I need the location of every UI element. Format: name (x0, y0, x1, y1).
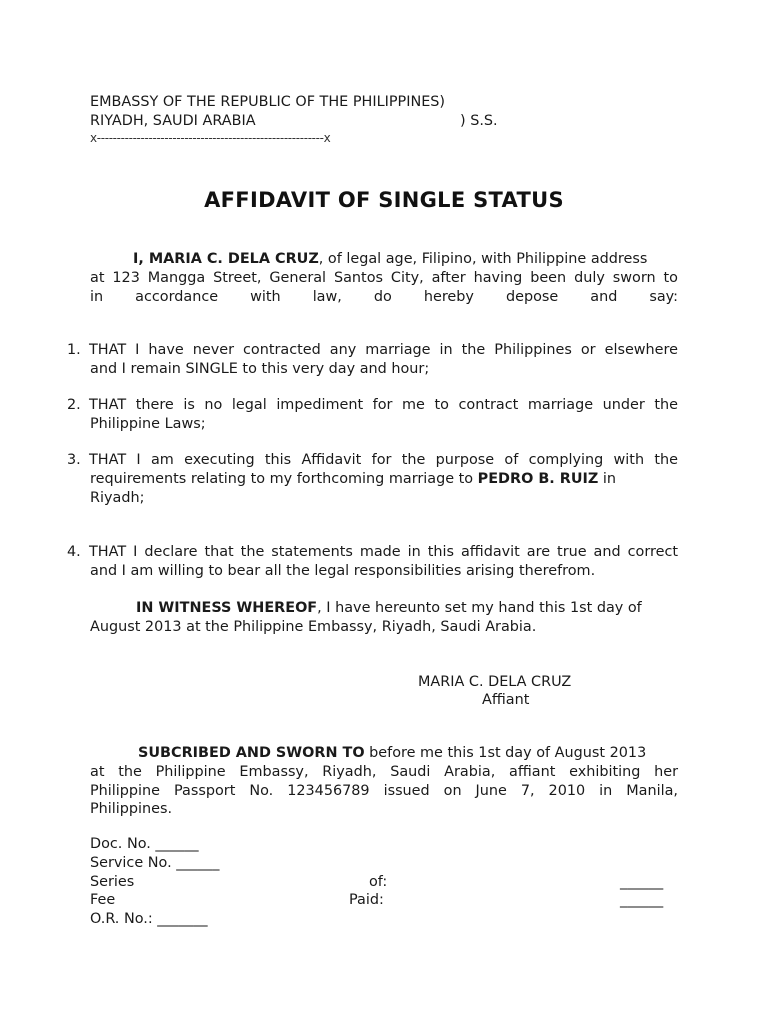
doc-number: Doc. No. ______ (90, 836, 199, 852)
document-title: AFFIDAVIT OF SINGLE STATUS (204, 188, 564, 212)
item-4-line-1: THAT I declare that the statements made in this affidavit are true and correct (89, 544, 678, 560)
or-number: O.R. No.: _______ (90, 911, 208, 927)
venue-country: EMBASSY OF THE REPUBLIC OF THE PHILIPPINES) (90, 94, 446, 110)
intro-line-1: I, MARIA C. DELA CRUZ, of legal age, Filipino, with Philippine address (133, 251, 648, 267)
fiance-name: PEDRO B. RUIZ (477, 471, 599, 487)
item-3-number: 3. (67, 452, 81, 468)
item-1-line-1: THAT I have never contracted any marriage in the Philippines or elsewhere (89, 342, 678, 358)
affiant-name-intro: I, MARIA C. DELA CRUZ (133, 251, 319, 267)
service-number: Service No. ______ (90, 855, 220, 871)
item-1-line-2: and I remain SINGLE to this very day and hour; (90, 361, 430, 377)
fee-blank: ______ (620, 892, 664, 908)
jurat-line-3: Philippine Passport No. 123456789 issued on June 7, 2010 in Manila, (90, 783, 678, 799)
jurat-lead: SUBCRIBED AND SWORN TO (138, 745, 365, 761)
affiant-role: Affiant (482, 692, 530, 708)
item-1-number: 1. (67, 342, 81, 358)
item-4-line-2: and I am willing to bear all the legal responsibilities arising therefrom. (90, 563, 596, 579)
item-2-line-2: Philippine Laws; (90, 416, 206, 432)
series-of-label: of: (369, 874, 388, 890)
item-2-number: 2. (67, 397, 81, 413)
jurat-line-2: at the Philippine Embassy, Riyadh, Saudi Arabia, affiant exhibiting her (90, 764, 678, 780)
fee-label: Fee (90, 892, 116, 908)
item-2-line-1: THAT there is no legal impediment for me to contract marriage under the (89, 397, 678, 413)
series-blank: ______ (620, 874, 664, 890)
jurat-line-1: SUBCRIBED AND SWORN TO before me this 1st day of August 2013 (138, 745, 647, 761)
witness-line-2: August 2013 at the Philippine Embassy, Riyadh, Saudi Arabia. (90, 619, 537, 635)
affiant-signature-name: MARIA C. DELA CRUZ (418, 674, 572, 690)
witness-lead: IN WITNESS WHEREOF (136, 600, 318, 616)
intro-line-3: in accordance with law, do hereby depose and say: (90, 289, 678, 305)
header-separator: x---------------------------------------------------------x (90, 131, 331, 145)
witness-line-1: IN WITNESS WHEREOF, I have hereunto set my hand this 1st day of (136, 600, 642, 616)
intro-line-2: at 123 Mangga Street, General Santos City, after having been duly sworn to (90, 270, 678, 286)
fee-paid-label: Paid: (349, 892, 384, 908)
series-label: Series (90, 874, 135, 890)
item-4-number: 4. (67, 544, 81, 560)
item-3-line-3: Riyadh; (90, 490, 145, 506)
jurat-line-4: Philippines. (90, 801, 173, 817)
item-3-line-1: THAT I am executing this Affidavit for the purpose of complying with the (89, 452, 678, 468)
item-3-line-2: requirements relating to my forthcoming marriage to PEDRO B. RUIZ in (90, 471, 617, 487)
venue-ss: ) S.S. (460, 113, 498, 129)
venue-city: RIYADH, SAUDI ARABIA (90, 113, 256, 129)
